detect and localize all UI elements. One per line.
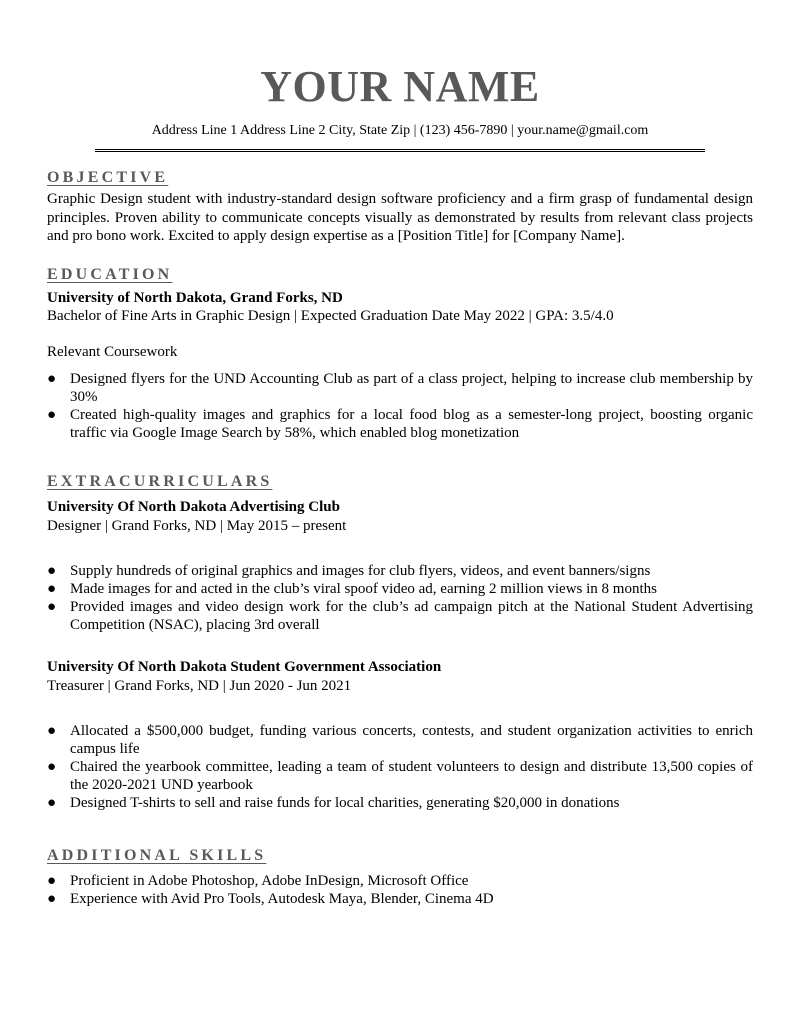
list-item: ● Provided images and video design work for the club’s ad campaign pitch at the National Student Advertising Competition (NSAC), placing 3rd overall [47,599,753,633]
extracurricular-entry [47,498,753,634]
bullet-icon: ● [47,581,57,597]
bullet-icon: ● [47,407,57,423]
education-heading: EDUCATION [47,265,173,283]
education-degree: Bachelor of Fine Arts in Graphic Design | Expected Graduation Date May 2022 | GPA: 3.5/4.0 [47,308,614,324]
list-item: ● Allocated a $500,000 budget, funding various concerts, contests, and student organization activities to enrich campus life [47,723,753,757]
bullet-icon: ● [47,371,57,387]
list-item: ● Proficient in Adobe Photoshop, Adobe InDesign, Microsoft Office [47,873,469,889]
extracurriculars-heading: EXTRACURRICULARS [47,473,273,490]
education-school: University of North Dakota, Grand Forks, ND [47,289,343,306]
extracurriculars-section [47,472,753,812]
bullet-icon: ● [47,795,57,811]
coursework-label: Relevant Coursework [47,343,178,360]
bullet-icon: ● [47,873,57,889]
entry-bullets [47,722,753,812]
entry-bullets [47,562,753,634]
objective-text: Graphic Design student with industry-standard design software proficiency and a firm grasp of fundamental design principles. Proven ability to communicate concepts visually as demonstrated by results from relevant class projects and pro bono work. Excited to apply design expertise as a [Position Title] for [Company Name]. [47,191,753,244]
list-item: ● Designed T-shirts to sell and raise funds for local charities, generating $20,000 in donations [47,795,620,811]
skills-section [47,846,753,908]
entry-org: University Of North Dakota Student Government Association [47,659,442,675]
coursework-list [47,370,753,442]
objective-section [47,168,753,246]
bullet-icon: ● [47,759,57,775]
entry-role: Designer | Grand Forks, ND | May 2015 – present [47,517,347,534]
bullet-icon: ● [47,723,57,739]
bullet-icon: ● [47,599,57,615]
entry-role: Treasurer | Grand Forks, ND | Jun 2020 - Jun 2021 [47,677,352,694]
bullet-icon: ● [47,891,57,907]
header-divider [95,149,705,152]
list-item: ● Made images for and acted in the club’s viral spoof video ad, earning 2 million views in 8 months [47,581,657,597]
entry-org: University Of North Dakota Advertising Club [47,499,340,515]
list-item: ● Created high-quality images and graphics for a local food blog as a semester-long project, boosting organic traffic via Google Image Search by 58%, which enabled blog monetization [47,407,753,441]
list-item: ● Designed flyers for the UND Accounting Club as part of a class project, helping to increase club membership by 30% [47,371,753,405]
candidate-name: YOUR NAME [260,62,540,111]
list-item: ● Experience with Avid Pro Tools, Autodesk Maya, Blender, Cinema 4D [47,891,494,907]
skills-list [47,872,753,908]
contact-line: Address Line 1 Address Line 2 City, State Zip | (123) 456-7890 | your.name@gmail.com [151,123,649,138]
resume-body [47,168,753,908]
extracurricular-entry [47,658,753,812]
list-item: ● Chaired the yearbook committee, leading a team of student volunteers to design and distribute 13,500 copies of the 2020-2021 UND yearbook [47,759,753,793]
education-section [47,265,753,443]
bullet-icon: ● [47,563,57,579]
objective-heading: OBJECTIVE [47,169,169,186]
skills-heading: ADDITIONAL SKILLS [47,847,267,864]
list-item: ● Supply hundreds of original graphics and images for club flyers, videos, and event banners/signs [47,563,651,579]
